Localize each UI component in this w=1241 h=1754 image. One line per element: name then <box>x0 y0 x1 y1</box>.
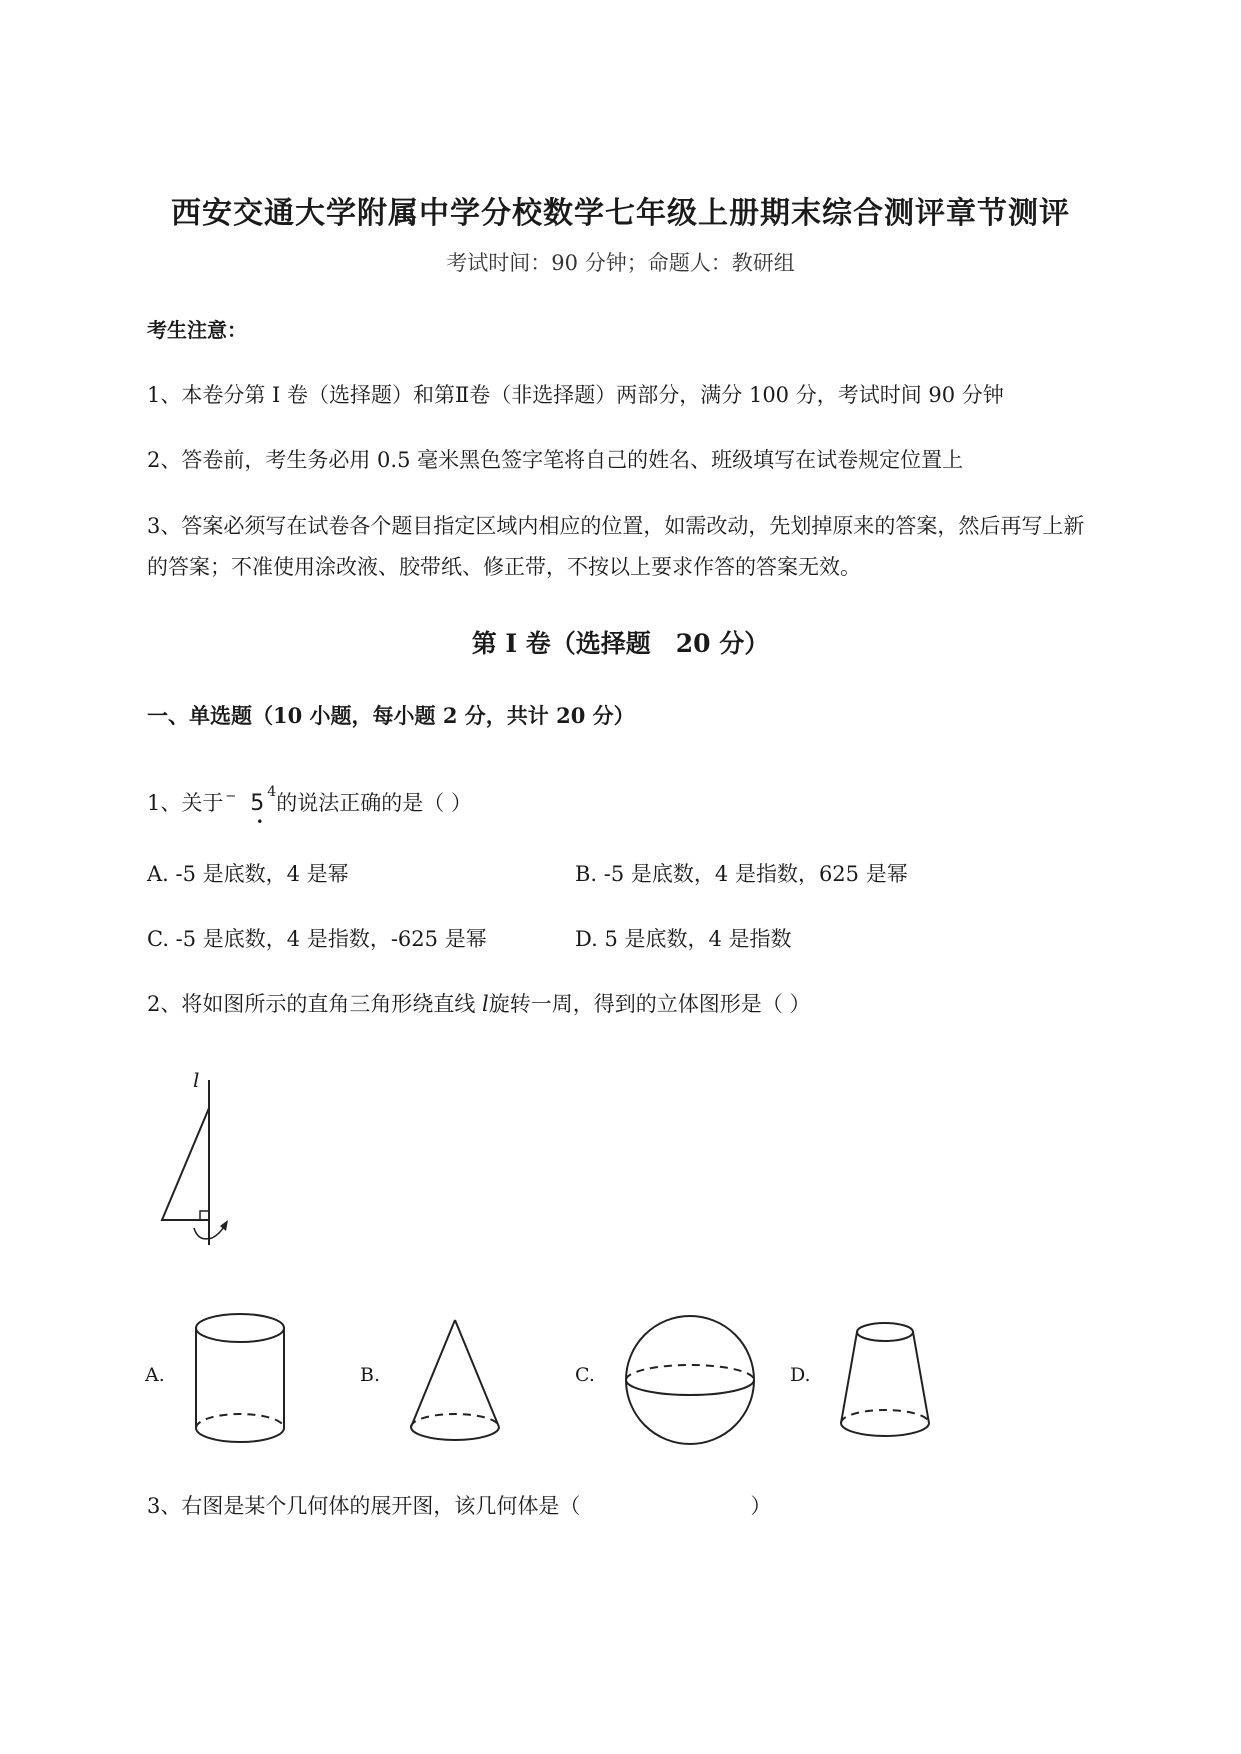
exam-info: 考试时间：90 分钟；命题人：教研组 <box>446 251 795 275</box>
question-2-option-c[interactable]: C. <box>575 1364 595 1386</box>
right-angle-mark <box>200 1211 209 1220</box>
section-title: 第 I 卷（选择题 20 分） <box>471 629 770 658</box>
cone-icon[interactable] <box>405 1315 505 1445</box>
question-1-option-b[interactable]: B. -5 是底数，4 是指数，625 是幂 <box>575 862 908 886</box>
axis-label: l <box>193 1068 200 1092</box>
notice-rule-3: 3、答案必须写在试卷各个题目指定区域内相应的位置，如需改动，先划掉原来的答案，然后再写上新 <box>147 514 1085 538</box>
notice-rule-1: 1、本卷分第 I 卷（选择题）和第Ⅱ卷（非选择题）两部分，满分 100 分，考试时间 90 分钟 <box>147 383 1004 407</box>
question-1-base-dot: • <box>256 815 264 829</box>
right-triangle-figure <box>150 1070 240 1250</box>
question-2-option-b[interactable]: B. <box>360 1364 381 1386</box>
notice-heading: 考生注意： <box>147 318 247 342</box>
question-1-option-d[interactable]: D. 5 是底数，4 是指数 <box>575 927 792 951</box>
question-3-stem <box>147 1490 771 1520</box>
page-title: 西安交通大学附属中学分校数学七年级上册期末综合测评章节测评 <box>171 196 1070 231</box>
question-2-stem-a: 2、将如图所示的直角三角形绕直线 <box>147 992 483 1016</box>
sphere-icon[interactable] <box>620 1310 760 1450</box>
question-1-suffix: 的说法正确的是（ ） <box>276 791 472 815</box>
question-2-stem-b: 旋转一周，得到的立体图形是（ ） <box>488 992 811 1016</box>
notice-rule-3-cont: 的答案；不准使用涂改液、胶带纸、修正带，不按以上要求作答的答案无效。 <box>147 555 861 579</box>
question-2-option-d[interactable]: D. <box>790 1364 811 1386</box>
question-2-option-a[interactable]: A. <box>145 1364 165 1386</box>
question-1-option-c[interactable]: C. -5 是底数，4 是指数，-625 是幂 <box>147 927 487 951</box>
triangle-shape <box>162 1108 209 1220</box>
question-1-exponent: 4 <box>267 784 277 800</box>
frustum-icon[interactable] <box>835 1320 935 1445</box>
question-2-stem <box>147 988 810 1018</box>
question-1-option-a[interactable]: A. -5 是底数，4 是幂 <box>147 862 349 886</box>
question-1-stem <box>147 784 472 829</box>
part-heading: 一、单选题（10 小题，每小题 2 分，共计 20 分） <box>147 703 635 728</box>
rotation-arrowhead-icon <box>220 1220 228 1231</box>
question-2-stem-var: l <box>482 992 489 1016</box>
question-3-stem-b: ） <box>750 1494 772 1518</box>
question-1-base-digit: 5 <box>250 791 265 816</box>
notice-rule-2: 2、答卷前，考生务必用 0.5 毫米黑色签字笔将自己的姓名、班级填写在试卷规定位置上 <box>147 448 964 472</box>
question-3-stem-a: 3、右图是某个几何体的展开图，该几何体是（ <box>147 1494 581 1518</box>
question-1-base <box>250 791 265 829</box>
question-1-neg-sign: − <box>225 789 237 804</box>
question-1-prefix: 1、关于 <box>147 791 224 815</box>
cylinder-icon[interactable] <box>190 1310 290 1445</box>
